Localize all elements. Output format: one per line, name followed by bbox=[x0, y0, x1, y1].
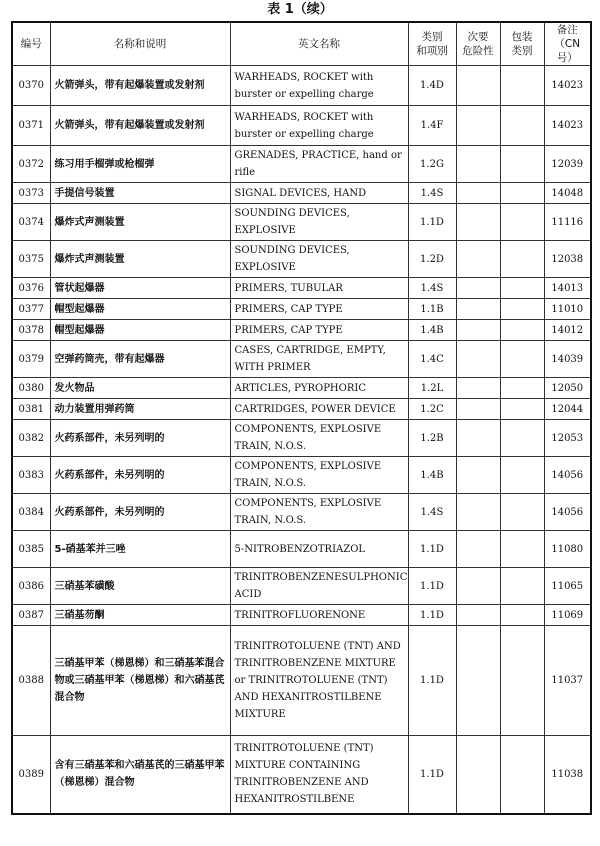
row-english-name: PRIMERS, TUBULAR bbox=[230, 278, 408, 299]
table-row bbox=[12, 241, 591, 278]
row-code: 0381 bbox=[12, 399, 50, 420]
row-cn-number: 14048 bbox=[544, 183, 591, 204]
table-row bbox=[12, 146, 591, 183]
row-cn-number: 11069 bbox=[544, 605, 591, 626]
row-cn-number: 11037 bbox=[544, 626, 591, 736]
row-subsidiary-risk bbox=[456, 568, 500, 605]
row-packing-group bbox=[500, 106, 544, 146]
row-english-name: PRIMERS, CAP TYPE bbox=[230, 320, 408, 341]
header-pack-line2: 类别 bbox=[511, 45, 533, 57]
row-english-name: 5-NITROBENZOTRIAZOL bbox=[230, 531, 408, 568]
row-class: 1.2L bbox=[408, 378, 456, 399]
row-class: 1.4B bbox=[408, 320, 456, 341]
header-class-line2: 和项别 bbox=[416, 45, 448, 57]
row-class: 1.1D bbox=[408, 568, 456, 605]
table-row bbox=[12, 494, 591, 531]
row-chinese-name: 5-硝基苯并三唑 bbox=[50, 531, 230, 568]
row-cn-number: 14012 bbox=[544, 320, 591, 341]
row-packing-group bbox=[500, 378, 544, 399]
row-class: 1.1D bbox=[408, 204, 456, 241]
row-class: 1.4C bbox=[408, 341, 456, 378]
dangerous-goods-table bbox=[11, 21, 592, 815]
row-code: 0385 bbox=[12, 531, 50, 568]
table-row bbox=[12, 341, 591, 378]
header-code: 编号 bbox=[12, 22, 50, 66]
table-row bbox=[12, 320, 591, 341]
row-english-name: COMPONENTS, EXPLOSIVE TRAIN, N.O.S. bbox=[230, 457, 408, 494]
row-packing-group bbox=[500, 320, 544, 341]
row-packing-group bbox=[500, 66, 544, 106]
row-english-name: COMPONENTS, EXPLOSIVE TRAIN, N.O.S. bbox=[230, 420, 408, 457]
row-class: 1.4B bbox=[408, 457, 456, 494]
row-class: 1.1D bbox=[408, 626, 456, 736]
row-cn-number: 14056 bbox=[544, 457, 591, 494]
row-english-name: TRINITROTOLUENE (TNT) MIXTURE CONTAINING TRINITROBENZENE AND HEXANITROSTILBENE bbox=[230, 736, 408, 814]
table-row bbox=[12, 736, 591, 814]
row-chinese-name: 火箭弹头，带有起爆装置或发射剂 bbox=[50, 106, 230, 146]
row-packing-group bbox=[500, 241, 544, 278]
row-packing-group bbox=[500, 420, 544, 457]
row-subsidiary-risk bbox=[456, 531, 500, 568]
row-english-name: TRINITROFLUORENONE bbox=[230, 605, 408, 626]
row-packing-group bbox=[500, 399, 544, 420]
row-class: 1.2B bbox=[408, 420, 456, 457]
row-code: 0389 bbox=[12, 736, 50, 814]
row-cn-number: 11080 bbox=[544, 531, 591, 568]
row-subsidiary-risk bbox=[456, 183, 500, 204]
row-packing-group bbox=[500, 568, 544, 605]
table-row bbox=[12, 457, 591, 494]
row-packing-group bbox=[500, 626, 544, 736]
row-cn-number: 12039 bbox=[544, 146, 591, 183]
row-english-name: COMPONENTS, EXPLOSIVE TRAIN, N.O.S. bbox=[230, 494, 408, 531]
header-row bbox=[12, 22, 591, 66]
row-subsidiary-risk bbox=[456, 299, 500, 320]
row-class: 1.1D bbox=[408, 605, 456, 626]
row-code: 0378 bbox=[12, 320, 50, 341]
row-english-name: CASES, CARTRIDGE, EMPTY, WITH PRIMER bbox=[230, 341, 408, 378]
row-subsidiary-risk bbox=[456, 457, 500, 494]
table-row bbox=[12, 420, 591, 457]
row-class: 1.4S bbox=[408, 494, 456, 531]
row-code: 0376 bbox=[12, 278, 50, 299]
row-subsidiary-risk bbox=[456, 420, 500, 457]
row-cn-number: 14023 bbox=[544, 66, 591, 106]
header-class-line1: 类别 bbox=[421, 31, 443, 43]
row-subsidiary-risk bbox=[456, 66, 500, 106]
table-row bbox=[12, 66, 591, 106]
row-subsidiary-risk bbox=[456, 320, 500, 341]
row-subsidiary-risk bbox=[456, 241, 500, 278]
row-code: 0387 bbox=[12, 605, 50, 626]
row-chinese-name: 空弹药筒壳，带有起爆器 bbox=[50, 341, 230, 378]
table-row bbox=[12, 378, 591, 399]
row-code: 0377 bbox=[12, 299, 50, 320]
row-chinese-name: 手提信号装置 bbox=[50, 183, 230, 204]
row-chinese-name: 三硝基芴酮 bbox=[50, 605, 230, 626]
row-packing-group bbox=[500, 204, 544, 241]
row-class: 1.1D bbox=[408, 531, 456, 568]
row-code: 0379 bbox=[12, 341, 50, 378]
row-english-name: PRIMERS, CAP TYPE bbox=[230, 299, 408, 320]
table-caption: 表 1（续） bbox=[267, 2, 333, 17]
row-english-name: SOUNDING DEVICES, EXPLOSIVE bbox=[230, 241, 408, 278]
header-english: 英文名称 bbox=[230, 22, 408, 66]
row-english-name: WARHEADS, ROCKET with burster or expelling charge bbox=[230, 66, 408, 106]
row-chinese-name: 发火物品 bbox=[50, 378, 230, 399]
table-row bbox=[12, 204, 591, 241]
row-chinese-name: 三硝基苯磺酸 bbox=[50, 568, 230, 605]
row-cn-number: 12044 bbox=[544, 399, 591, 420]
row-chinese-name: 爆炸式声测装置 bbox=[50, 241, 230, 278]
row-code: 0386 bbox=[12, 568, 50, 605]
row-subsidiary-risk bbox=[456, 106, 500, 146]
row-english-name: SIGNAL DEVICES, HAND bbox=[230, 183, 408, 204]
table-row bbox=[12, 399, 591, 420]
row-packing-group bbox=[500, 183, 544, 204]
row-code: 0383 bbox=[12, 457, 50, 494]
header-subsidiary-risk bbox=[456, 22, 500, 66]
row-code: 0388 bbox=[12, 626, 50, 736]
row-subsidiary-risk bbox=[456, 146, 500, 183]
header-sub-line2: 危险性 bbox=[462, 45, 494, 57]
table-row bbox=[12, 531, 591, 568]
table-row bbox=[12, 106, 591, 146]
row-packing-group bbox=[500, 278, 544, 299]
row-chinese-name: 火药系部件，未另列明的 bbox=[50, 457, 230, 494]
row-packing-group bbox=[500, 605, 544, 626]
row-code: 0375 bbox=[12, 241, 50, 278]
row-packing-group bbox=[500, 736, 544, 814]
row-code: 0370 bbox=[12, 66, 50, 106]
row-cn-number: 12038 bbox=[544, 241, 591, 278]
row-class: 1.4D bbox=[408, 66, 456, 106]
header-note bbox=[544, 22, 591, 66]
header-note-line2: （CN 号） bbox=[554, 38, 581, 64]
row-subsidiary-risk bbox=[456, 494, 500, 531]
row-subsidiary-risk bbox=[456, 378, 500, 399]
row-subsidiary-risk bbox=[456, 278, 500, 299]
row-class: 1.4S bbox=[408, 183, 456, 204]
row-english-name: TRINITROTOLUENE (TNT) AND TRINITROBENZENE MIXTURE or TRINITROTOLUENE (TNT) AND HEXANITROSTILBENE MIXTURE bbox=[230, 626, 408, 736]
row-class: 1.2D bbox=[408, 241, 456, 278]
row-code: 0380 bbox=[12, 378, 50, 399]
row-chinese-name: 帽型起爆器 bbox=[50, 299, 230, 320]
row-chinese-name: 动力装置用弹药筒 bbox=[50, 399, 230, 420]
row-code: 0372 bbox=[12, 146, 50, 183]
row-packing-group bbox=[500, 299, 544, 320]
header-note-line1: 备注 bbox=[556, 24, 578, 36]
row-packing-group bbox=[500, 457, 544, 494]
row-chinese-name: 练习用手榴弹或枪榴弹 bbox=[50, 146, 230, 183]
row-cn-number: 14013 bbox=[544, 278, 591, 299]
row-chinese-name: 火箭弹头，带有起爆装置或发射剂 bbox=[50, 66, 230, 106]
row-subsidiary-risk bbox=[456, 399, 500, 420]
row-chinese-name: 三硝基甲苯（梯恩梯）和三硝基苯混合物或三硝基甲苯（梯恩梯）和六硝基芪混合物 bbox=[50, 626, 230, 736]
row-chinese-name: 帽型起爆器 bbox=[50, 320, 230, 341]
row-chinese-name: 爆炸式声测装置 bbox=[50, 204, 230, 241]
row-code: 0384 bbox=[12, 494, 50, 531]
row-cn-number: 14023 bbox=[544, 106, 591, 146]
row-packing-group bbox=[500, 494, 544, 531]
row-class: 1.4F bbox=[408, 106, 456, 146]
row-english-name: GRENADES, PRACTICE, hand or rifle bbox=[230, 146, 408, 183]
row-code: 0374 bbox=[12, 204, 50, 241]
row-packing-group bbox=[500, 146, 544, 183]
row-cn-number: 11116 bbox=[544, 204, 591, 241]
row-class: 1.1D bbox=[408, 736, 456, 814]
row-cn-number: 12053 bbox=[544, 420, 591, 457]
header-class bbox=[408, 22, 456, 66]
row-cn-number: 14056 bbox=[544, 494, 591, 531]
row-packing-group bbox=[500, 341, 544, 378]
table-row bbox=[12, 605, 591, 626]
table-row bbox=[12, 299, 591, 320]
row-english-name: SOUNDING DEVICES, EXPLOSIVE bbox=[230, 204, 408, 241]
row-english-name: TRINITROBENZENESULPHONIC ACID bbox=[230, 568, 408, 605]
header-name: 名称和说明 bbox=[50, 22, 230, 66]
row-english-name: ARTICLES, PYROPHORIC bbox=[230, 378, 408, 399]
header-sub-line1: 次要 bbox=[467, 31, 489, 43]
row-chinese-name: 管状起爆器 bbox=[50, 278, 230, 299]
row-cn-number: 14039 bbox=[544, 341, 591, 378]
row-subsidiary-risk bbox=[456, 341, 500, 378]
row-subsidiary-risk bbox=[456, 626, 500, 736]
row-chinese-name: 火药系部件，未另列明的 bbox=[50, 420, 230, 457]
table-row bbox=[12, 626, 591, 736]
row-english-name: WARHEADS, ROCKET with burster or expelling charge bbox=[230, 106, 408, 146]
table-row bbox=[12, 278, 591, 299]
row-packing-group bbox=[500, 531, 544, 568]
row-cn-number: 11038 bbox=[544, 736, 591, 814]
row-cn-number: 12050 bbox=[544, 378, 591, 399]
row-subsidiary-risk bbox=[456, 736, 500, 814]
row-chinese-name: 含有三硝基苯和六硝基芪的三硝基甲苯（梯恩梯）混合物 bbox=[50, 736, 230, 814]
row-english-name: CARTRIDGES, POWER DEVICE bbox=[230, 399, 408, 420]
row-code: 0373 bbox=[12, 183, 50, 204]
row-class: 1.2G bbox=[408, 146, 456, 183]
header-pack-line1: 包装 bbox=[511, 31, 533, 43]
header-packing-group bbox=[500, 22, 544, 66]
table-row bbox=[12, 183, 591, 204]
row-class: 1.2C bbox=[408, 399, 456, 420]
row-code: 0382 bbox=[12, 420, 50, 457]
row-class: 1.1B bbox=[408, 299, 456, 320]
row-code: 0371 bbox=[12, 106, 50, 146]
row-cn-number: 11010 bbox=[544, 299, 591, 320]
row-class: 1.4S bbox=[408, 278, 456, 299]
row-cn-number: 11065 bbox=[544, 568, 591, 605]
table-row bbox=[12, 568, 591, 605]
row-chinese-name: 火药系部件，未另列明的 bbox=[50, 494, 230, 531]
row-subsidiary-risk bbox=[456, 204, 500, 241]
row-subsidiary-risk bbox=[456, 605, 500, 626]
